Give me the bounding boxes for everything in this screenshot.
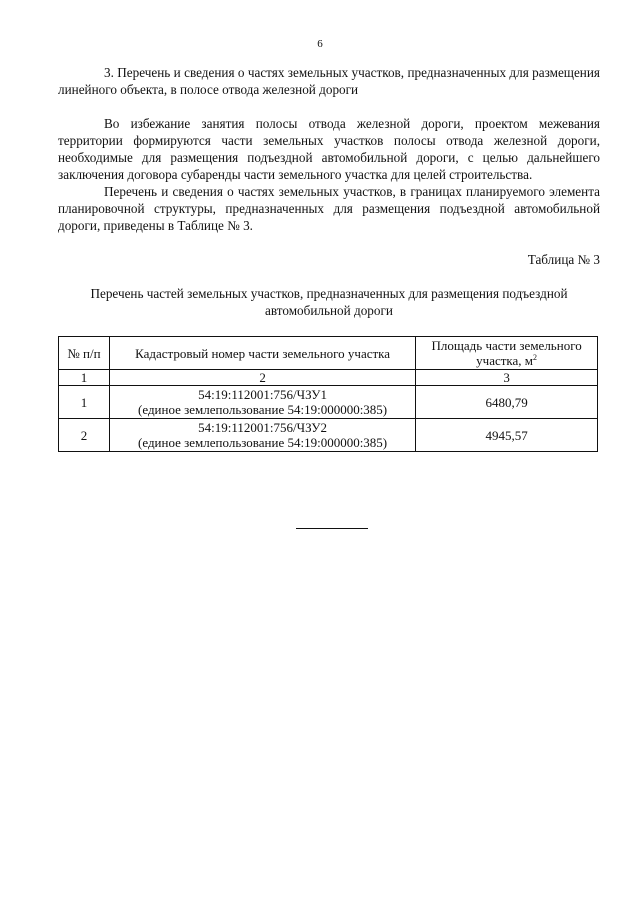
document-body [58,64,600,452]
table-label: Таблица № 3 [527,252,600,267]
column-number: 3 [416,370,598,386]
header-area-sup: 2 [533,353,538,362]
header-number: № п/п [59,337,110,370]
cadastral-number: 54:19:112001:756/ЧЗУ2 [198,420,327,435]
column-number: 2 [109,370,415,386]
end-divider-line [296,528,368,529]
cadastral-note: (единое землепользование 54:19:000000:385) [138,435,388,450]
row-cadastral [109,386,415,419]
header-area [416,337,598,370]
page-number: 6 [317,38,323,50]
row-area: 4945,57 [416,419,598,452]
paragraph-1: Во избежание занятия полосы отвода железной дороги, проектом межевания территории формируются части земельных участков полосы отвода железной дороги, необходимые для размещения подъездной автомобильной дороги, с целью дальнейшего заключения договора субаренды части земельного участка для целей строительства. [58,116,600,182]
table-header-row [59,337,598,370]
table-title: Перечень частей земельных участков, предназначенных для размещения подъездной автомобильной дороги [90,286,568,318]
header-area-text: Площадь части земельного участка, м [431,338,582,368]
row-cadastral [109,419,415,452]
row-area: 6480,79 [416,386,598,419]
row-number: 2 [59,419,110,452]
cadastral-note: (единое землепользование 54:19:000000:385) [138,402,388,417]
table-column-numbers-row [59,370,598,386]
table-row [59,386,598,419]
header-cadastral: Кадастровый номер части земельного участка [109,337,415,370]
paragraph-2: Перечень и сведения о частях земельных участков, в границах планируемого элемента планировочной структуры, предназначенных для размещения подъездной автомобильной дороги, приведены в Таблице № 3. [58,184,600,233]
column-number: 1 [59,370,110,386]
row-number: 1 [59,386,110,419]
section-heading: 3. Перечень и сведения о частях земельных участков, предназначенных для размещения линейного объекта, в полосе отвода железной дороги [58,65,600,97]
land-parcels-table [58,336,598,452]
table-row [59,419,598,452]
cadastral-number: 54:19:112001:756/ЧЗУ1 [198,387,327,402]
